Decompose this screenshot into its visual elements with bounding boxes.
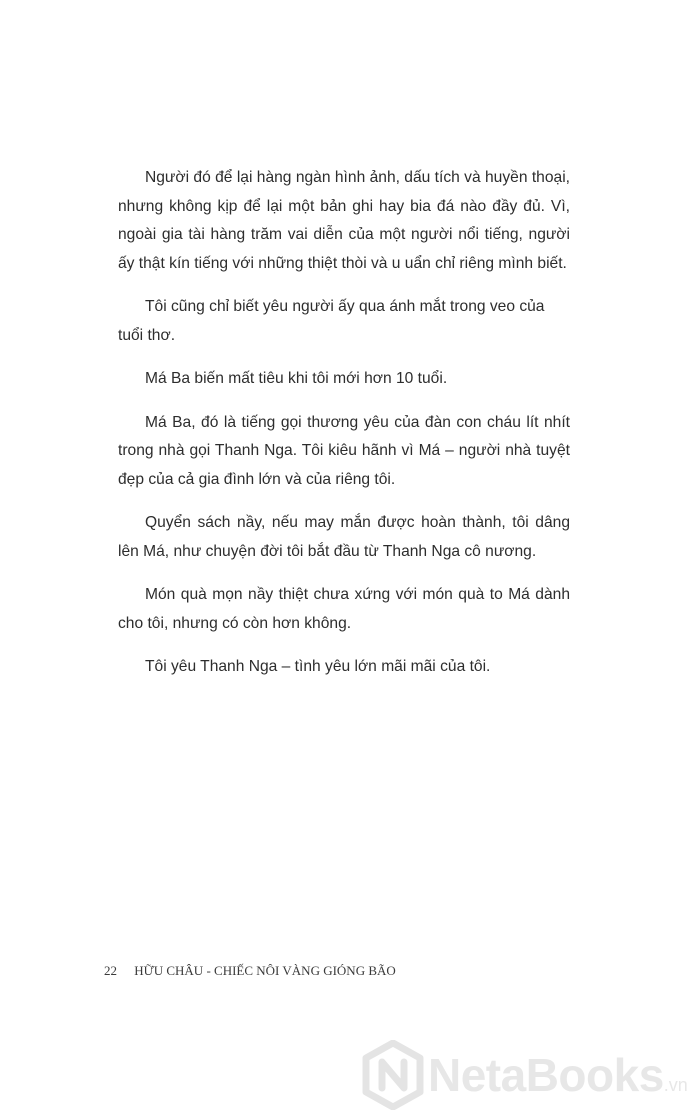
running-head: HỮU CHÂU - CHIẾC NÔI VÀNG GIÓNG BÃO [134,963,396,978]
paragraph-3: Má Ba biến mất tiêu khi tôi mới hơn 10 tuổi. [145,370,448,387]
paragraph-1: Người đó để lại hàng ngàn hình ảnh, dấu tích và huyền thoại, nhưng không kịp để lại một bản ghi hay bia đá nào đầy đủ. Vì, ngoài gia tài hàng trăm vai diễn của một người nổi tiếng, người ấy thật kín tiếng với những thiệt thòi và u uẩn chỉ riêng mình biết. [118,169,570,272]
netabooks-logo-icon [362,1040,424,1110]
page-number: 22 [104,963,117,978]
paragraph-2: Tôi cũng chỉ biết yêu người ấy qua ánh mắt trong veo của tuổi thơ. [118,298,545,344]
paragraph-4: Má Ba, đó là tiếng gọi thương yêu của đàn con cháu lít nhít trong nhà gọi Thanh Nga. Tôi kiêu hãnh vì Má – người nhà tuyệt đẹp của cả gia đình lớn và của riêng tôi. [118,413,570,488]
watermark-brand [428,1048,688,1102]
body-text [118,164,570,697]
watermark-brand-suffix: .vn [663,1075,688,1095]
paragraph-7: Tôi yêu Thanh Nga – tình yêu lớn mãi mãi của tôi. [145,658,491,675]
page-footer [104,963,396,979]
watermark-brand-name: NetaBooks [428,1049,664,1101]
watermark [362,1040,698,1116]
paragraph-5: Quyển sách nầy, nếu may mắn được hoàn thành, tôi dâng lên Má, như chuyện đời tôi bắt đầu từ Thanh Nga cô nương. [118,514,570,560]
paragraph-6: Món quà mọn nầy thiệt chưa xứng với món quà to Má dành cho tôi, nhưng có còn hơn không. [118,586,570,632]
